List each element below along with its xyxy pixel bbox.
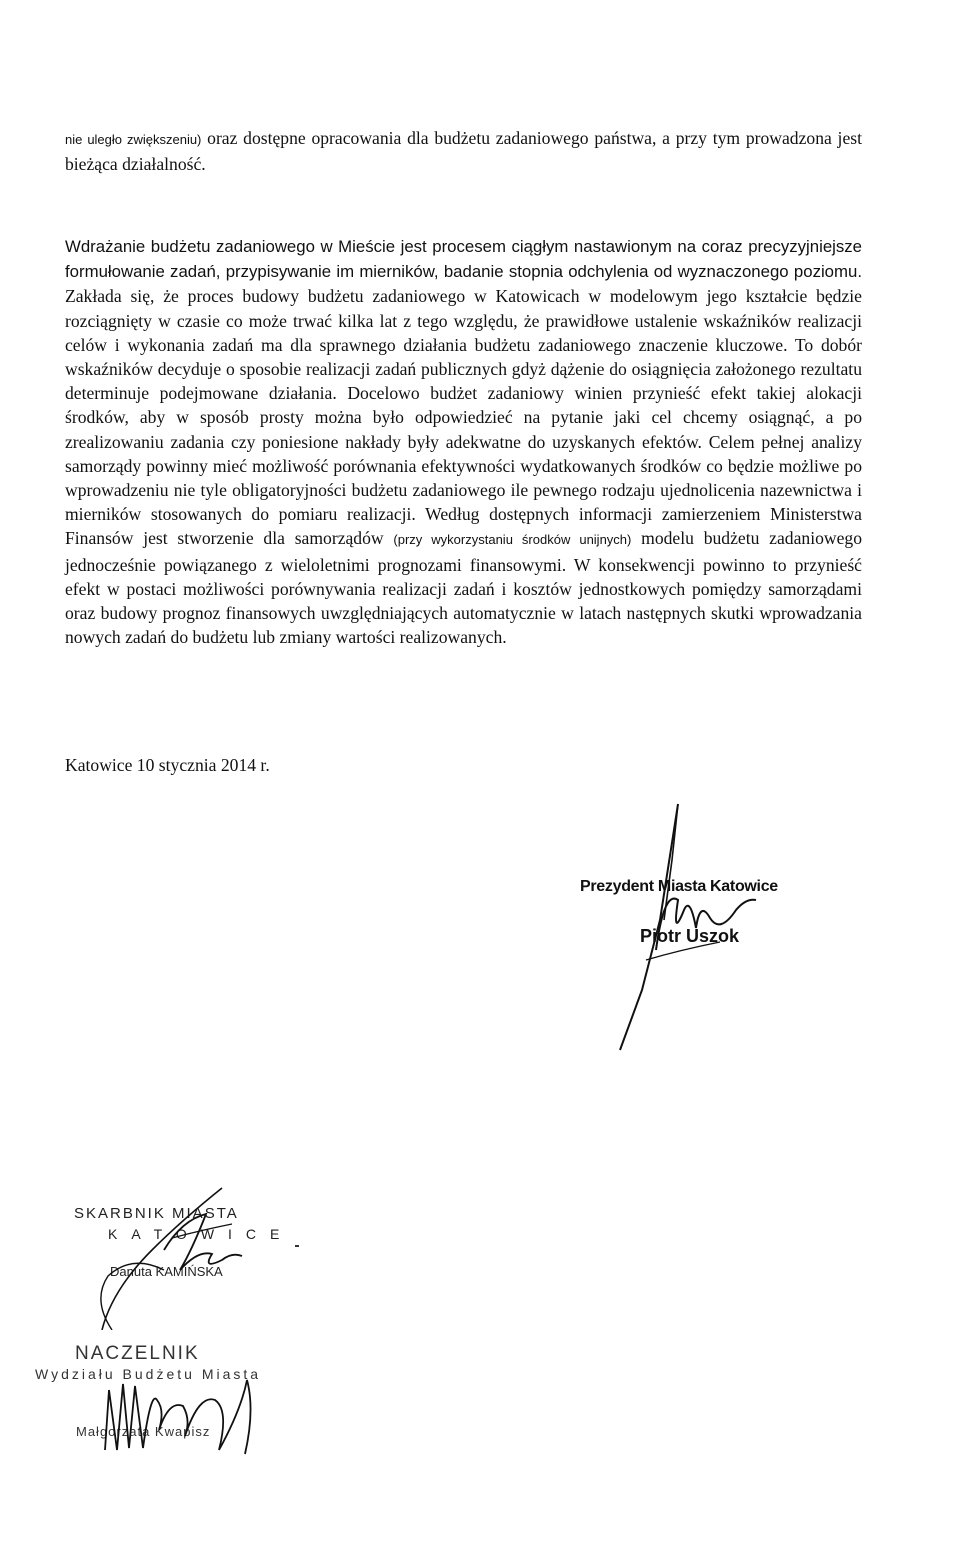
president-title: Prezydent Miasta Katowice [580, 878, 778, 895]
date-line: Katowice 10 stycznia 2014 r. [65, 755, 270, 775]
paragraph-1-prefix: nie uległo zwiększeniu) [65, 132, 202, 147]
paragraph-2-sans-part: Wdrażanie budżetu zadaniowego w Mieście jest procesem ciągłym nastawionym na coraz precyzyjniejsze formułowanie zadań, przypisywanie im mierników, badanie stopnia odchylenia od wyznaczonego poziomu. [65, 237, 862, 282]
stray-mark [295, 1245, 299, 1247]
treasurer-stamp-title: SKARBNIK MIASTA [74, 1205, 239, 1222]
paragraph-2 [65, 234, 862, 649]
paragraph-1 [65, 126, 862, 176]
head-stamp-department: Wydziału Budżetu Miasta [35, 1366, 262, 1382]
treasurer-stamp-name: Danuta KAMIŃSKA [110, 1264, 223, 1279]
paragraph-2-text-b: modelu budżetu zadaniowego jednocześnie powiązanego z wieloletnimi prognozami finansowymi. W konsekwencji powinno to przynieść efekt w postaci możliwości porównywania realizacji zadań i kosztów jednostkowych pomiędzy samorządami oraz budowy prognoz finansowych uwzględniających automatycznie w latach następnych skutki wprowadzania nowych zadań do budżetu lub zmiany wartości realizowanych. [65, 528, 862, 648]
paragraph-2-text-a: Zakłada się, że proces budowy budżetu zadaniowego w Katowicach w modelowym jego kształcie będzie rozciągnięty w czasie co może trwać kilka lat z tego względu, że prawidłowe ustalenie wskaźników realizacji celów i wykonania zadań ma dla sprawnego działania budżetu zadaniowego znaczenie kluczowe. To dobór wskaźników decyduje o sposobie realizacji zadań publicznych gdyż dążenie do osiągnięcia założonego rezultatu determinuje podejmowane działania. Docelowo budżet zadaniowy winien przynieść efekt takiej alokacji środków, aby w sposób prosty można było odpowiedzieć na pytanie jaki cel chcemy osiągnąć, a po zrealizowaniu zadania czy poniesione nakłady były adekwatne do uzyskanych efektów. Celem pełnej analizy samorządy powinny mieć możliwość porównania efektywności wydatkowanych środków co będzie możliwe po wprowadzeniu nie tyle obligatoryjności budżetu zadaniowego ile pewnego rodzaju ujednolicenia nazewnictwa i mierników stosowanych do pomiaru realizacji. Według dostępnych informacji zamierzeniem Ministerstwa Finansów jest stworzenie dla samorządów [65, 286, 862, 549]
paragraph-1-text: oraz dostępne opracowania dla budżetu zadaniowego państwa, a przy tym prowadzona jest bieżąca działalność. [65, 128, 862, 175]
paragraph-2-note: (przy wykorzystaniu środków unijnych) [393, 532, 632, 548]
president-name: Piotr Uszok [640, 926, 740, 946]
treasurer-stamp-city: KATOWICE [108, 1226, 294, 1242]
head-signature [95, 1370, 265, 1460]
treasurer-signature [72, 1180, 292, 1330]
head-stamp-name: Małgorzata Kwapisz [76, 1424, 211, 1439]
head-stamp-title: NACZELNIK [75, 1343, 200, 1364]
